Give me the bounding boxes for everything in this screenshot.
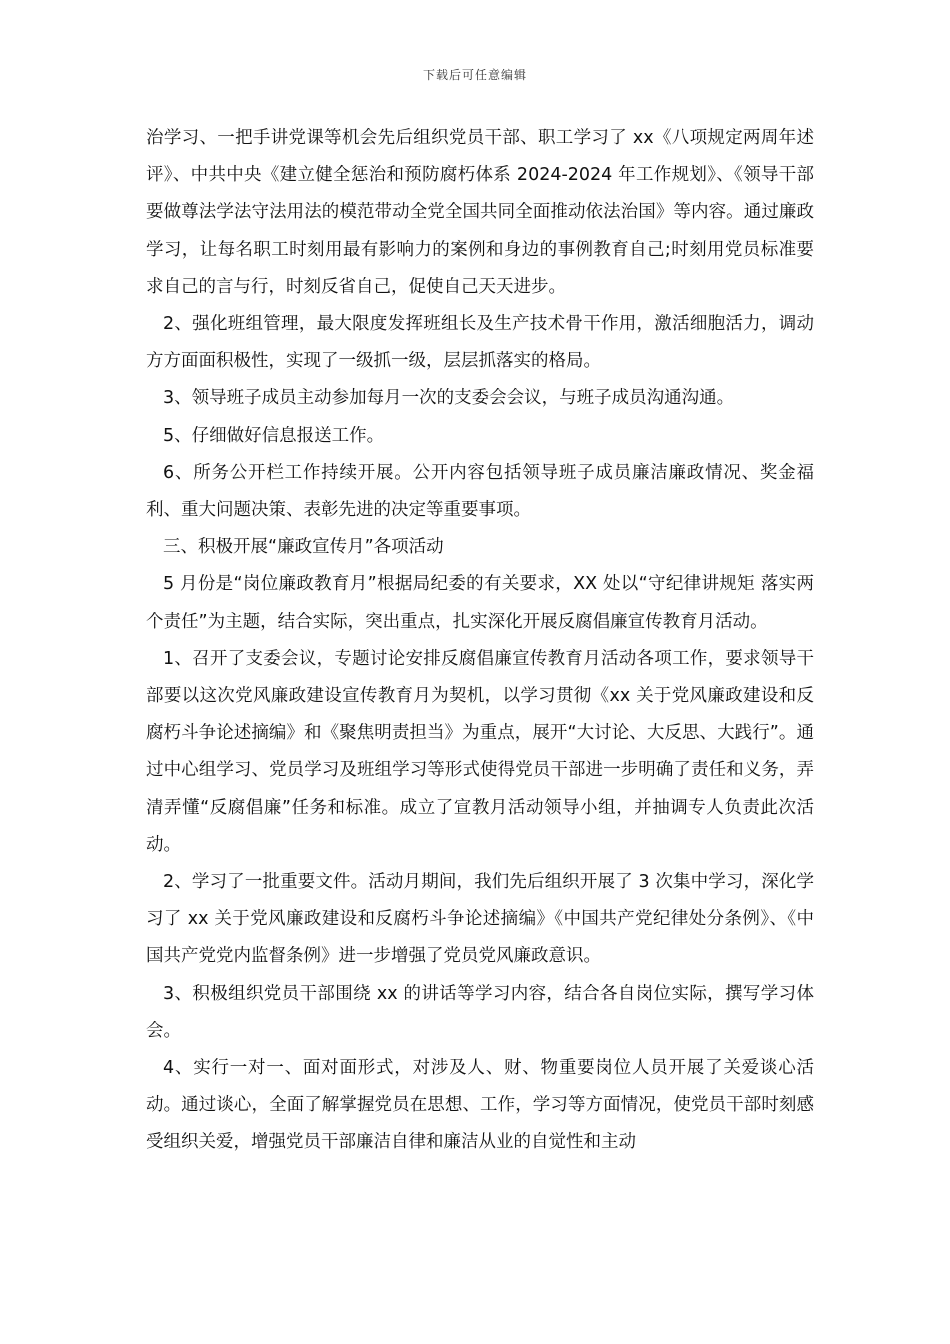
paragraph-continuation: 治学习、一把手讲党课等机会先后组织党员干部、职工学习了 xx《八项规定两周年述评》、中共中央《建立健全惩治和预防腐朽体系 2024-2024 年工作规划》、《领导干部要做尊法学法守法用法的模范带动全党全国共同全面推动依法治国》等内容。通过廉政学习，让每名职工时刻用最有影响力的案例和身边的事例教育自己;时刻用党员标准要求自己的言与行，时刻反省自己，促使自己天天进步。: [146, 128, 814, 297]
document-body: [146, 120, 814, 1162]
paragraph-activity-2: 2、学习了一批重要文件。活动月期间，我们先后组织开展了 3 次集中学习，深化学习了 xx 关于党风廉政建设和反腐朽斗争论述摘编》《中国共产党纪律处分条例》、《中国共产党党内监督条例》进一步增强了党员党风廉政意识。: [146, 872, 814, 967]
paragraph-intro: 5 月份是“岗位廉政教育月”根据局纪委的有关要求，XX 处以“守纪律讲规矩 落实两个责任”为主题，结合实际，突出重点，扎实深化开展反腐倡廉宣传教育月活动。: [146, 574, 814, 632]
section-heading-3: 三、积极开展“廉政宣传月”各项活动: [163, 537, 444, 558]
paragraph-item-5: 5、仔细做好信息报送工作。: [163, 425, 385, 446]
paragraph-activity-4: 4、实行一对一、面对面形式，对涉及人、财、物重要岗位人员开展了关爱谈心活动。通过谈心，全面了解掌握党员在思想、工作，学习等方面情况，使党员干部时刻感受组织关爱，增强党员干部廉洁自律和廉洁从业的自觉性和主动: [146, 1058, 814, 1153]
paragraph-activity-1: 1、召开了支委会议，专题讨论安排反腐倡廉宣传教育月活动各项工作，要求领导干部要以这次党风廉政建设宣传教育月为契机，以学习贯彻《xx 关于党风廉政建设和反腐朽斗争论述摘编》和《聚焦明责担当》为重点，展开“大讨论、大反思、大践行”。通过中心组学习、党员学习及班组学习等形式使得党员干部进一步明确了责任和义务，弄清弄懂“反腐倡廉”任务和标准。成立了宣教月活动领导小组，并抽调专人负责此次活动。: [146, 648, 814, 855]
paragraph-item-2: 2、强化班组管理，最大限度发挥班组长及生产技术骨干作用，激活细胞活力，调动方方面面积极性，实现了一级抓一级，层层抓落实的格局。: [146, 314, 814, 372]
paragraph-item-3: 3、领导班子成员主动参加每月一次的支委会会议，与班子成员沟通沟通。: [163, 388, 735, 409]
paragraph-item-6: 6、所务公开栏工作持续开展。公开内容包括领导班子成员廉洁廉政情况、奖金福利、重大问题决策、表彰先进的决定等重要事项。: [146, 462, 814, 521]
paragraph-activity-3: 3、积极组织党员干部围绕 xx 的讲话等学习内容，结合各自岗位实际，撰写学习体会。: [146, 983, 814, 1041]
header-note: 下载后可任意编辑: [422, 68, 527, 82]
